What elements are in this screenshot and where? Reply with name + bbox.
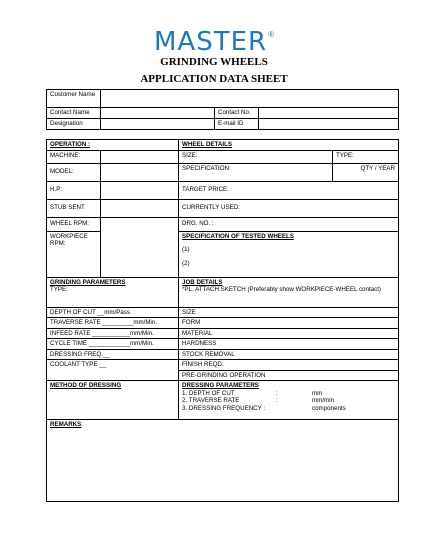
hp-field[interactable] xyxy=(101,181,179,199)
traverse-rate-label: TRAVERSE RATE _________mm/Min. xyxy=(47,318,179,329)
model-field[interactable] xyxy=(101,163,179,181)
contact-name-label: Contact Name xyxy=(47,108,101,119)
wheel-details-header: WHEEL DETAILS xyxy=(179,140,399,151)
stub-sent-field[interactable] xyxy=(101,199,179,217)
rpm-field[interactable] xyxy=(101,217,179,277)
drg-no-label: DRG. NO. : xyxy=(179,217,399,231)
wheel-rpm-label: WHEEL RPM: xyxy=(47,217,101,231)
dressing-freq-label: DRESSING FREQ.__ xyxy=(47,349,179,360)
contact-row xyxy=(47,108,399,119)
grinding-type-label: TYPE: xyxy=(50,286,68,293)
dressing-param-3 xyxy=(182,405,395,413)
dress-frequency-label: 3. DRESSING FREQUENCY : xyxy=(182,404,266,412)
currently-used-label: CURRENTLY USED: xyxy=(179,199,399,217)
hp-row xyxy=(47,181,399,199)
stub-row xyxy=(47,199,399,217)
wheel-size-label: SIZE: xyxy=(179,150,333,163)
job-details-cell xyxy=(179,277,399,307)
dressing-param-1 xyxy=(182,390,395,398)
finish-reqd-label: FINISH REQD. xyxy=(179,360,399,371)
traverse-row xyxy=(47,318,399,329)
dressing-row xyxy=(47,381,399,420)
grinding-params-header: GRINDING PARAMETERS xyxy=(50,278,126,286)
material-label: MATERIAL xyxy=(179,328,399,339)
grinding-params-cell xyxy=(47,277,179,307)
pre-grinding-label: PRE-GRINDING OPERATION xyxy=(179,370,399,381)
tested-wheels-header: SPECIFICATION OF TESTED WHEELS xyxy=(182,232,294,240)
machine-label: MACHINE: xyxy=(47,150,101,163)
coolant-type-label: COOLANT TYPE __ xyxy=(47,360,179,381)
machine-field[interactable] xyxy=(101,150,179,163)
workpiece-rpm-label: WORKPIECE RPM: xyxy=(47,231,101,277)
dressing-params-list xyxy=(182,390,395,413)
email-field[interactable] xyxy=(259,119,399,130)
dressing-freq-row xyxy=(47,349,399,360)
depth-of-cut-label: DEPTH OF CUT __mm/Pass xyxy=(47,307,179,318)
dress-depth-sep: : xyxy=(276,389,278,397)
tested-wheels-row xyxy=(47,231,399,277)
cycle-row xyxy=(47,339,399,350)
dress-traverse-label: 2. TRAVERSE RATE xyxy=(182,397,240,404)
wheel-type-label: TYPE: xyxy=(333,150,399,163)
dressing-params-header: DRESSING PARAMETERS xyxy=(182,382,259,389)
stub-sent-label: STUB SENT xyxy=(47,199,101,217)
cycle-time-label: CYCLE TIME ____________mm/Min. xyxy=(47,339,179,350)
registered-mark: ® xyxy=(268,30,274,39)
form-label: FORM xyxy=(179,318,399,329)
designation-label: Designation xyxy=(47,119,101,130)
wheel-rpm-row xyxy=(47,217,399,231)
customer-table xyxy=(46,89,399,130)
customer-name-row xyxy=(47,90,399,108)
title-line-1: GRINDING WHEELS xyxy=(160,56,268,68)
section-header-row xyxy=(47,140,399,151)
stock-removal-label: STOCK REMOVAL xyxy=(179,349,399,360)
dress-traverse-sep: : xyxy=(276,397,278,404)
designation-row xyxy=(47,119,399,130)
dressing-params-cell xyxy=(179,381,399,420)
remarks-header: REMARKS xyxy=(47,420,399,502)
dress-traverse-unit: mm/min xyxy=(312,397,335,404)
model-row xyxy=(47,163,399,181)
contact-no-label: Contact No. xyxy=(215,108,259,119)
tested-wheel-1: (1) xyxy=(182,246,190,253)
customer-name-label: Customer Name xyxy=(47,90,101,108)
job-details-header: JOB DETAILS xyxy=(182,278,223,286)
infeed-row xyxy=(47,328,399,339)
specification-label: SPECIFICATION: xyxy=(179,163,333,181)
customer-name-field[interactable] xyxy=(101,90,399,108)
dress-depth-label: 1. DEPTH OF CUT xyxy=(182,389,235,397)
grinding-header-row xyxy=(47,277,399,307)
infeed-rate-label: INFEED RATE ___________mm/Min. xyxy=(47,328,179,339)
method-of-dressing-header: METHOD OF DRESSING xyxy=(47,381,179,420)
tested-wheel-2: (2) xyxy=(182,259,190,267)
dress-depth-unit: mm xyxy=(312,389,323,397)
contact-name-field[interactable] xyxy=(101,108,215,119)
dressing-param-2 xyxy=(182,397,395,405)
job-size-label: SIZE xyxy=(179,307,399,318)
target-price-label: TARGET PRICE: xyxy=(179,181,399,199)
coolant-row xyxy=(47,360,399,371)
contact-no-field[interactable] xyxy=(259,108,399,119)
remarks-row xyxy=(47,420,399,502)
machine-row xyxy=(47,150,399,163)
brand-logo xyxy=(0,27,428,57)
logo-text: MASTER xyxy=(153,27,268,57)
operation-header: OPERATION : xyxy=(47,140,179,151)
dress-frequency-unit: components xyxy=(312,404,346,412)
model-label: MODEL: xyxy=(47,163,101,181)
designation-field[interactable] xyxy=(101,119,215,130)
hardness-label: HARDNESS xyxy=(179,339,399,350)
email-label: E-mail ID xyxy=(215,119,259,130)
main-table xyxy=(46,139,399,502)
sketch-note: *PL. ATTACH SKETCH (Preferably show WORKPIECE-WHEEL contact) xyxy=(182,286,381,293)
title-line-2: APPLICATION DATA SHEET xyxy=(140,73,288,85)
qty-year-label: QTY / YEAR xyxy=(333,163,399,181)
tested-wheels-cell xyxy=(179,231,399,277)
hp-label: H.P: xyxy=(47,181,101,199)
depth-row xyxy=(47,307,399,318)
